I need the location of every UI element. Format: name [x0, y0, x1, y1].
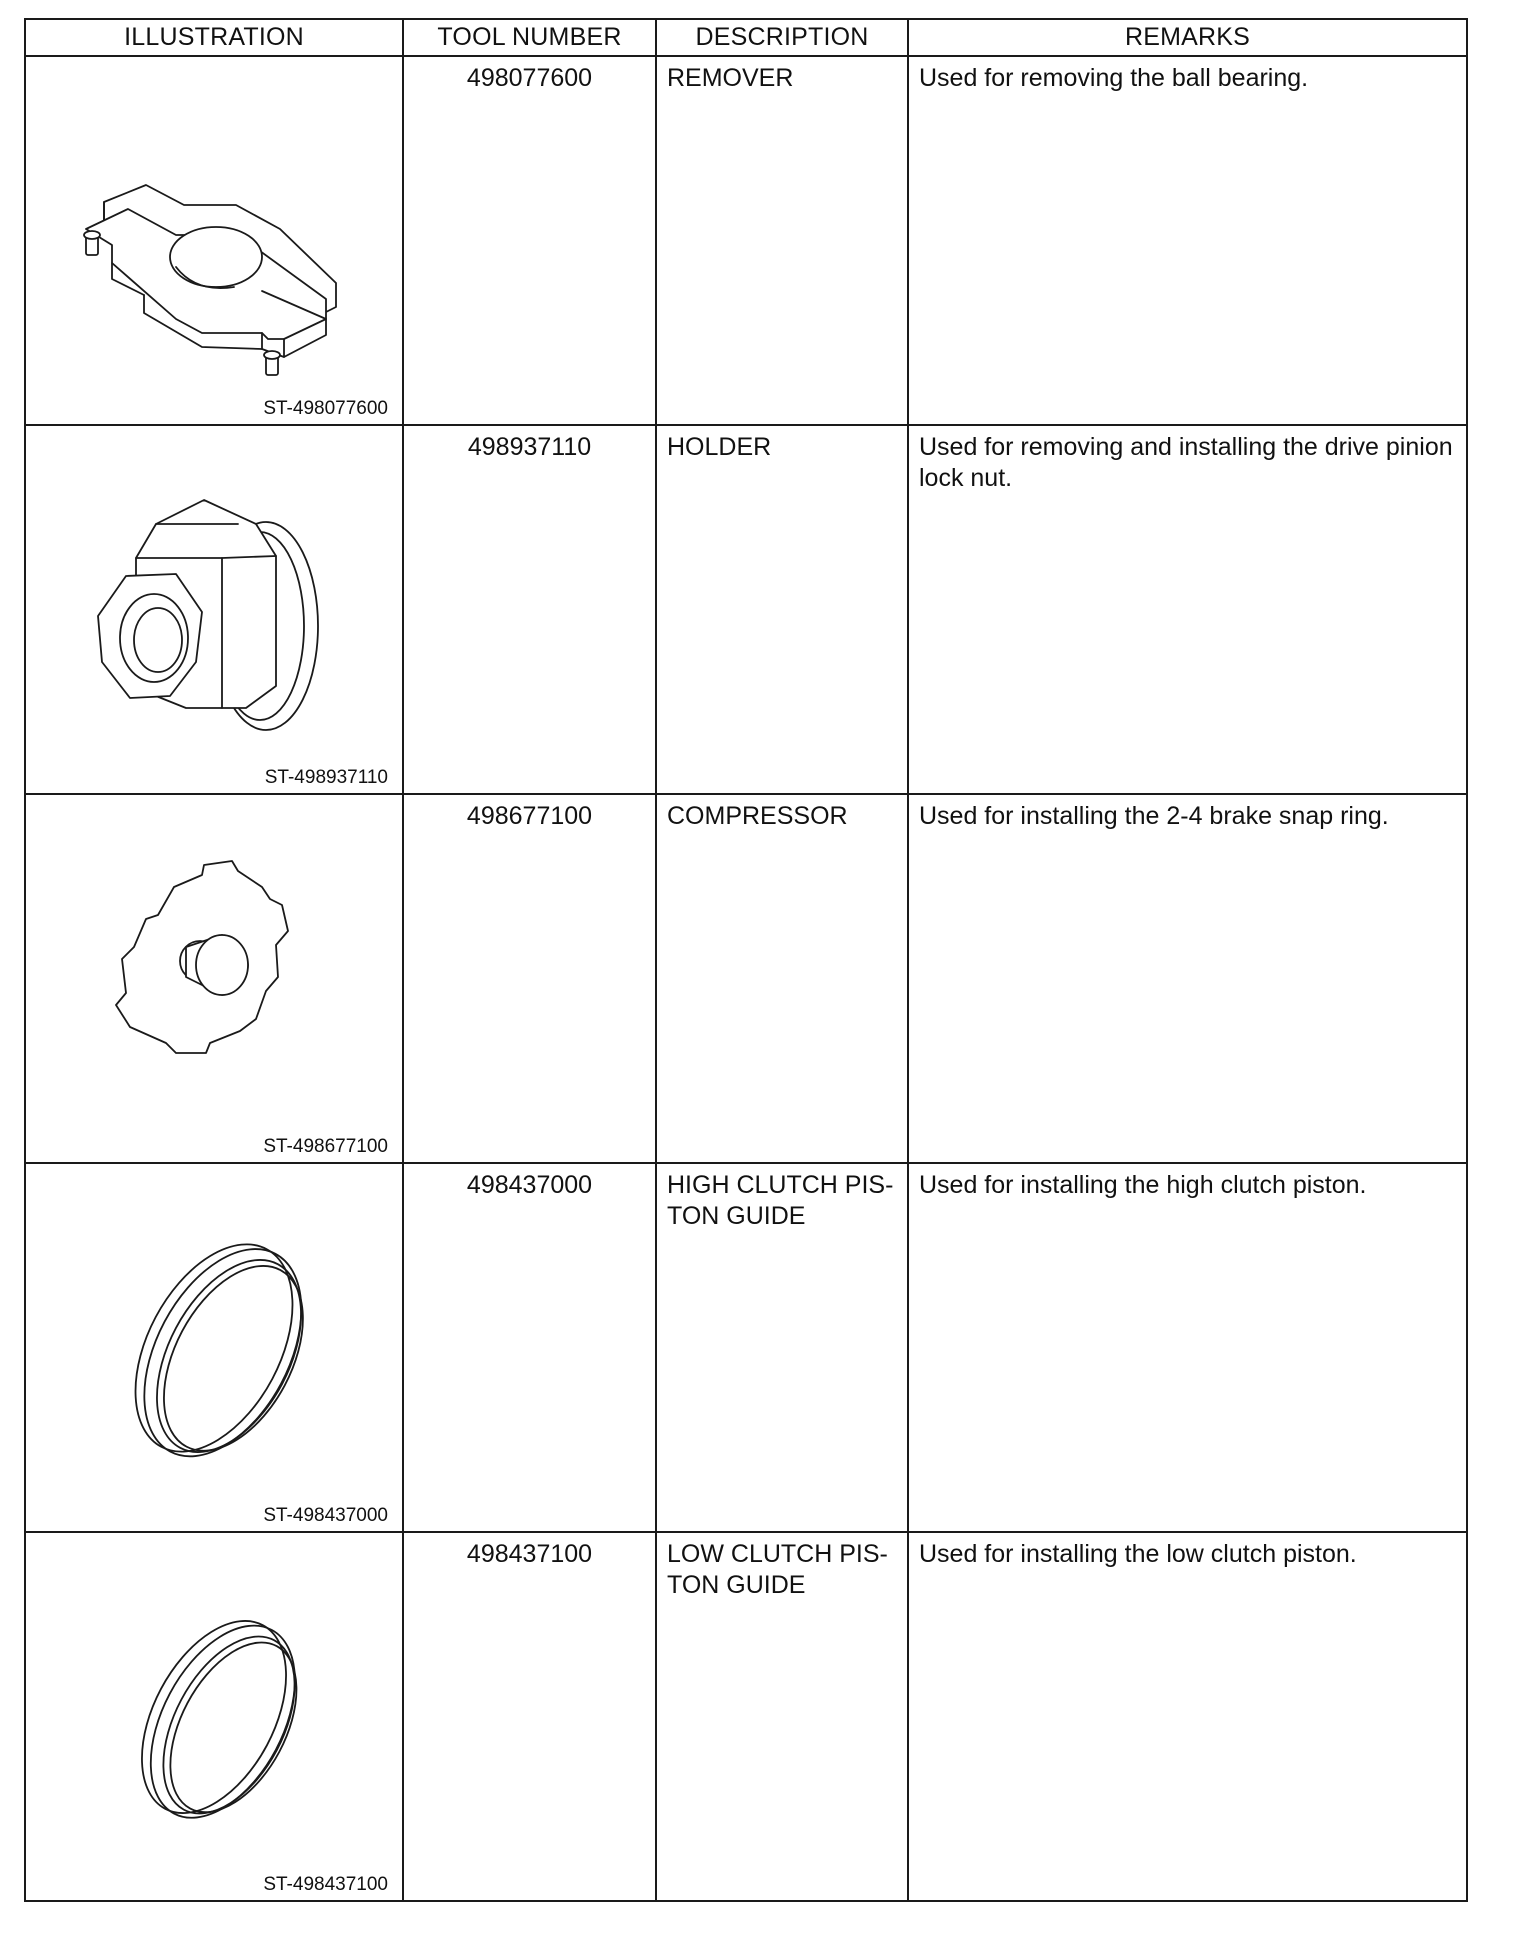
tool-description [656, 1163, 908, 1532]
header-illustration: ILLUSTRATION [25, 19, 403, 56]
remarks-line: Used for installing the low clutch piston. [919, 1540, 1357, 1568]
illustration-code: ST-498437100 [263, 1874, 388, 1895]
remarks-line: lock nut. [919, 464, 1013, 492]
illustration-cell [25, 425, 403, 794]
header-remarks: REMARKS [908, 19, 1467, 56]
illustration-cell [25, 1163, 403, 1532]
tool-description [656, 1532, 908, 1901]
description-line: TON GUIDE [667, 1202, 806, 1230]
tool-number: 498437000 [403, 1163, 656, 1532]
tool-remarks [908, 1163, 1467, 1532]
tool-number: 498077600 [403, 56, 656, 425]
piston-guide-ring-icon [26, 1533, 400, 1898]
tool-remarks [908, 794, 1467, 1163]
remarks-line: Used for removing the ball bearing. [919, 64, 1309, 92]
special-tools-table [24, 18, 1468, 1902]
tool-description [656, 425, 908, 794]
illustration-cell [25, 1532, 403, 1901]
header-description: DESCRIPTION [656, 19, 908, 56]
table-row [25, 794, 1467, 1163]
illustration-code: ST-498677100 [263, 1136, 388, 1157]
tool-number: 498937110 [403, 425, 656, 794]
tool-number: 498677100 [403, 794, 656, 1163]
table-row [25, 56, 1467, 425]
tool-remarks [908, 1532, 1467, 1901]
tool-remarks [908, 425, 1467, 794]
table-row [25, 1532, 1467, 1901]
remarks-line: Used for removing and installing the drive pinion [919, 433, 1453, 461]
table-row [25, 1163, 1467, 1532]
description-line: HOLDER [667, 433, 772, 461]
illustration-code: ST-498077600 [263, 398, 388, 419]
description-line: TON GUIDE [667, 1571, 806, 1599]
illustration-cell [25, 56, 403, 425]
tool-remarks [908, 56, 1467, 425]
remarks-line: Used for installing the high clutch piston. [919, 1171, 1367, 1199]
header-tool-number: TOOL NUMBER [403, 19, 656, 56]
tool-description [656, 56, 908, 425]
description-line: LOW CLUTCH PIS- [667, 1540, 888, 1568]
illustration-code: ST-498437000 [263, 1505, 388, 1526]
pinion-holder-icon [26, 426, 400, 791]
illustration-code: ST-498937110 [264, 767, 388, 788]
tool-description [656, 794, 908, 1163]
description-line: REMOVER [667, 64, 794, 92]
bearing-remover-icon [26, 57, 400, 422]
description-line: HIGH CLUTCH PIS- [667, 1171, 894, 1199]
remarks-line: Used for installing the 2-4 brake snap ring. [919, 802, 1389, 830]
piston-guide-ring-icon [26, 1164, 400, 1529]
description-line: COMPRESSOR [667, 802, 848, 830]
table-row [25, 425, 1467, 794]
tool-number: 498437100 [403, 1532, 656, 1901]
header-row [25, 19, 1467, 56]
snap-ring-compressor-icon [26, 795, 400, 1160]
illustration-cell [25, 794, 403, 1163]
